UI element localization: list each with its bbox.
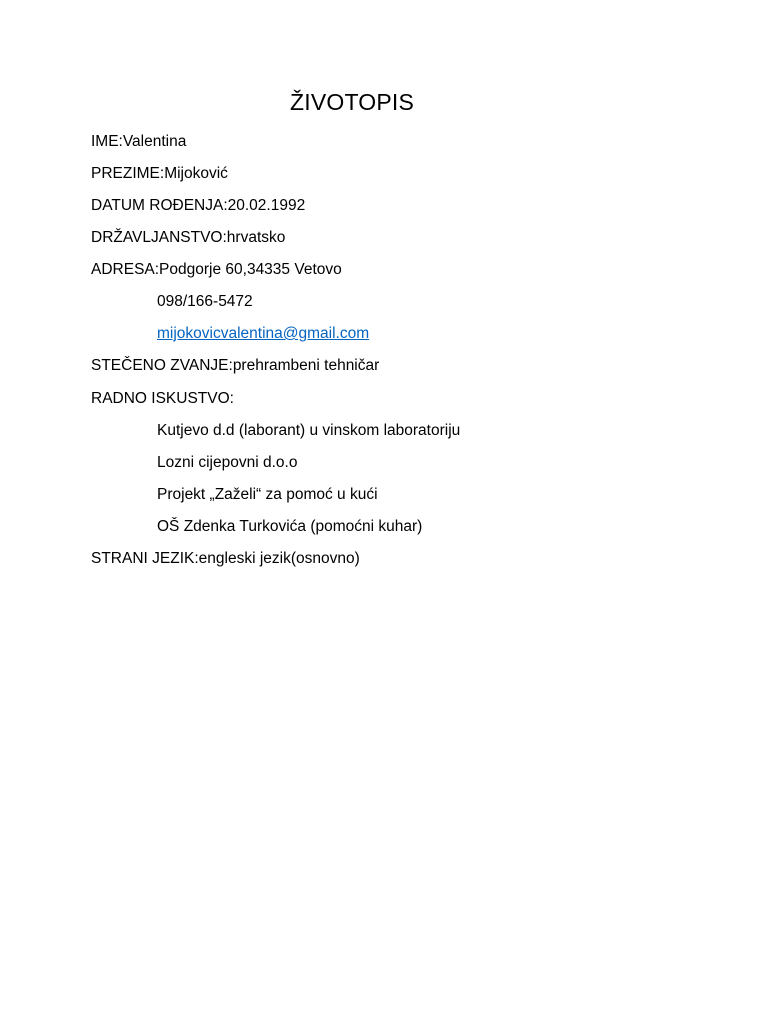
field-telefon: 098/166-5472 — [157, 293, 253, 310]
list-item: Kutjevo d.d (laborant) u vinskom laboratoriju — [157, 422, 461, 439]
field-strani-jezik: STRANI JEZIK:engleski jezik(osnovno) — [91, 550, 360, 567]
field-prezime: PREZIME:Mijoković — [91, 165, 228, 182]
field-ime: IME:Valentina — [91, 133, 187, 150]
section-radno-iskustvo: RADNO ISKUSTVO: — [91, 390, 234, 407]
field-steceno-zvanje: STEČENO ZVANJE:prehrambeni tehničar — [91, 357, 380, 374]
field-adresa: ADRESA:Podgorje 60,34335 Vetovo — [91, 261, 342, 278]
email-link[interactable]: mijokovicvalentina@gmail.com — [157, 325, 370, 342]
field-datum-rodenja: DATUM ROĐENJA:20.02.1992 — [91, 197, 306, 214]
list-item: OŠ Zdenka Turkovića (pomoćni kuhar) — [157, 518, 423, 535]
field-drzavljanstvo: DRŽAVLJANSTVO:hrvatsko — [91, 229, 286, 246]
list-item: Lozni cijepovni d.o.o — [157, 454, 298, 471]
list-item: Projekt „Zaželi“ za pomoć u kući — [157, 486, 378, 503]
document-title: ŽIVOTOPIS — [290, 89, 415, 115]
